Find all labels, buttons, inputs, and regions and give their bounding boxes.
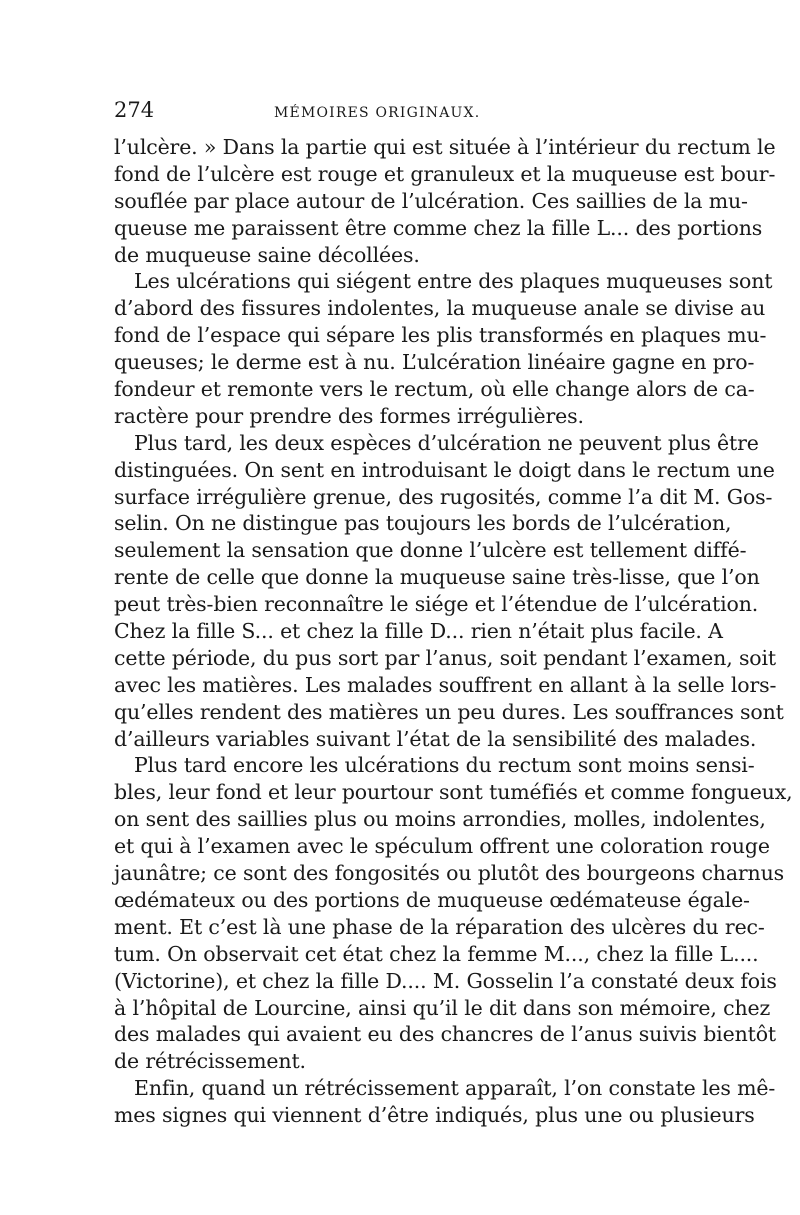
text-line: queuses; le derme est à nu. L’ulcération linéaire gagne en pro- — [114, 350, 755, 375]
text-line: bles, leur fond et leur pourtour sont tuméfiés et comme fongueux, — [114, 780, 793, 805]
text-line: (Victorine), et chez la fille D.... M. Gosselin l’a constaté deux fois — [114, 968, 777, 993]
text-line: qu’elles rendent des matières un peu dures. Les souffrances sont — [114, 699, 784, 724]
text-line: fond de l’espace qui sépare les plis transformés en plaques mu- — [114, 323, 767, 348]
body-text — [114, 134, 793, 1129]
text-line: Chez la fille S... et chez la fille D... rien n’était plus facile. A — [114, 619, 723, 644]
text-line: Plus tard encore les ulcérations du rectum sont moins sensi- — [134, 753, 755, 778]
text-line: fondeur et remonte vers le rectum, où elle change alors de ca- — [114, 377, 755, 402]
text-line: ractère pour prendre des formes irrégulières. — [114, 403, 584, 428]
text-line: jaunâtre; ce sont des fongosités ou plutôt des bourgeons charnus — [114, 861, 785, 886]
text-line: tum. On observait cet état chez la femme M..., chez la fille L.... — [114, 941, 759, 966]
page-header — [114, 98, 691, 134]
running-title: MÉMOIRES ORIGINAUX. — [274, 105, 481, 121]
text-line: seulement la sensation que donne l’ulcère est tellement diffé- — [114, 538, 747, 563]
text-line: et qui à l’examen avec le spéculum offrent une coloration rouge — [114, 834, 770, 859]
text-line: d’ailleurs variables suivant l’état de la sensibilité des malades. — [114, 726, 757, 751]
text-line: fond de l’ulcère est rouge et granuleux et la muqueuse est bour- — [114, 161, 776, 186]
text-line: l’ulcère. » Dans la partie qui est située à l’intérieur du rectum le — [114, 135, 776, 159]
text-line: rente de celle que donne la muqueuse saine très-lisse, que l’on — [114, 565, 760, 590]
text-line: Plus tard, les deux espèces d’ulcération ne peuvent plus être — [134, 430, 759, 455]
text-line: de muqueuse saine décollées. — [114, 242, 420, 267]
text-line: de rétrécissement. — [114, 1049, 306, 1074]
text-line: cette période, du pus sort par l’anus, soit pendant l’examen, soit — [114, 645, 776, 670]
text-line: œdémateux ou des portions de muqueuse œdémateuse égale- — [114, 887, 750, 912]
text-line: ment. Et c’est là une phase de la réparation des ulcères du rec- — [114, 914, 765, 939]
text-line: Enfin, quand un rétrécissement apparaît, l’on constate les mê- — [134, 1076, 776, 1101]
text-line: d’abord des fissures indolentes, la muqueuse anale se divise au — [114, 296, 766, 321]
text-line: surface irrégulière grenue, des rugosités, comme l’a dit M. Gos- — [114, 484, 773, 509]
page-number: 274 — [114, 98, 155, 122]
text-line: distinguées. On sent en introduisant le doigt dans le rectum une — [114, 457, 775, 482]
text-line: souflée par place autour de l’ulcération. Ces saillies de la mu- — [114, 188, 748, 213]
text-line: selin. On ne distingue pas toujours les bords de l’ulcération, — [114, 511, 732, 536]
text-line: avec les matières. Les malades souffrent en allant à la selle lors- — [114, 672, 777, 697]
text-line: queuse me paraissent être comme chez la fille L... des portions — [114, 215, 763, 240]
text-line: on sent des saillies plus ou moins arrondies, molles, indolentes, — [114, 807, 766, 832]
text-line: à l’hôpital de Lourcine, ainsi qu’il le dit dans son mémoire, chez — [114, 995, 771, 1020]
text-line: mes signes qui viennent d’être indiqués, plus une ou plusieurs — [114, 1103, 755, 1128]
book-page — [114, 98, 793, 1129]
text-line: peut très-bien reconnaître le siége et l’étendue de l’ulcération. — [114, 592, 759, 617]
text-line: Les ulcérations qui siégent entre des plaques muqueuses sont — [134, 269, 773, 294]
text-line: des malades qui avaient eu des chancres de l’anus suivis bientôt — [114, 1022, 776, 1047]
